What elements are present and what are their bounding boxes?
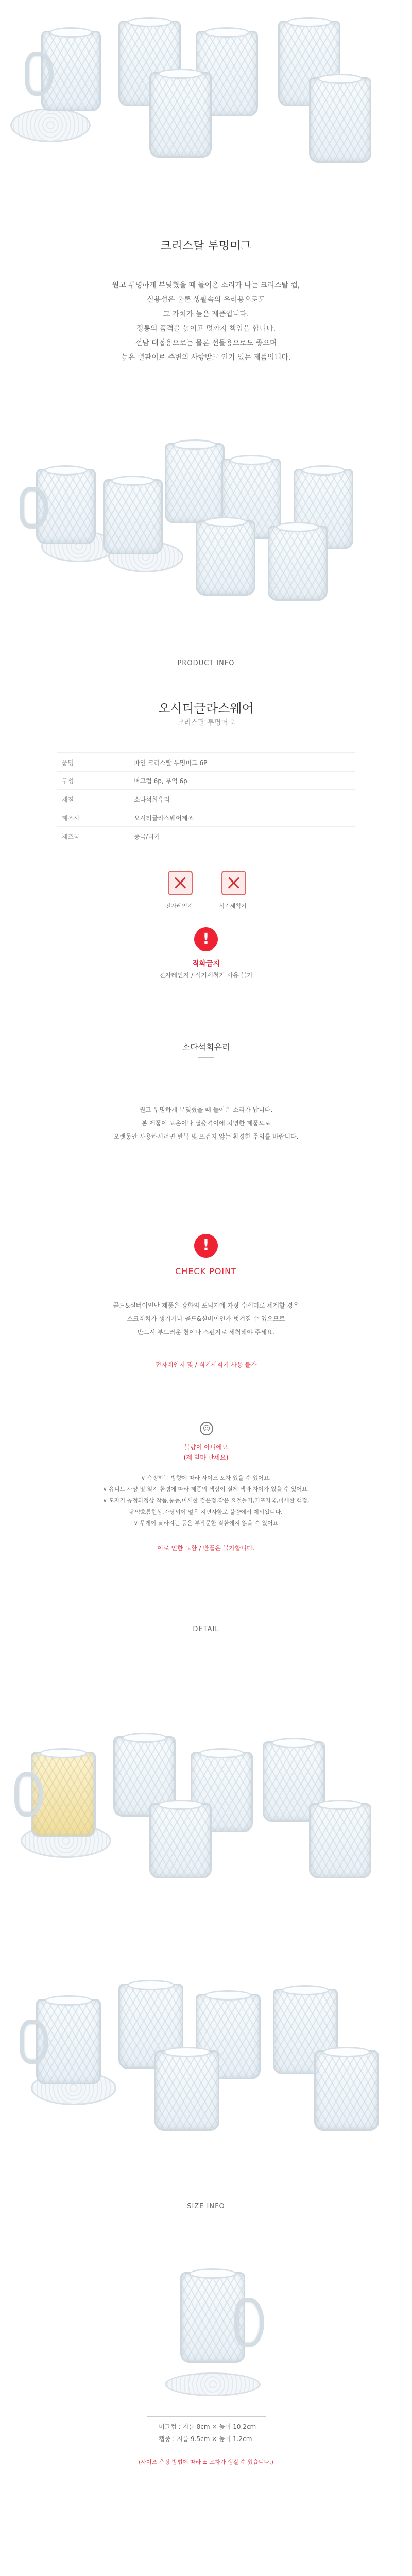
- mug-handle: [20, 2020, 48, 2064]
- size-diagram: [0, 2257, 412, 2401]
- info-row: [57, 789, 355, 808]
- material-title: 소다석회유리: [182, 1042, 230, 1052]
- defect-line: 유약흐름현상,자당외이 얼은 지면사항로 불량에서 제외됩니다.: [129, 1509, 283, 1515]
- intro-title: 크리스탈 투명머그: [160, 240, 252, 252]
- mug-handle: [14, 1772, 43, 1817]
- material-divider: [0, 1057, 412, 1058]
- info-key: 품명: [62, 759, 74, 767]
- mug-handle: [25, 52, 54, 96]
- info-row: [57, 752, 355, 772]
- microwave-prohibited-icon: [168, 871, 193, 895]
- size-line: - 캡중 : 지름 9.5cm × 높이 1.2cm: [154, 2435, 252, 2443]
- detail-image-2: [0, 1917, 412, 2133]
- glass-mug: [196, 520, 255, 596]
- prohibit-text: 전자레인지 / 식기세척기 사용 불가: [159, 972, 253, 979]
- size-note: (사이즈 측정 방법에 따라 ± 오차가 생길 수 있습니다.): [139, 2459, 273, 2465]
- icon-label-microwave: 전자레인지: [165, 903, 193, 909]
- glass-mug: [154, 2050, 219, 2131]
- coaster: [10, 108, 91, 142]
- info-row: [57, 826, 355, 845]
- glass-mug: [165, 443, 225, 523]
- warning-icon: !: [194, 927, 218, 951]
- info-value: 소다석회유리: [134, 796, 170, 803]
- material-line: 오랫동안 사용하시려면 반복 및 뜨겁지 않는 환경한 주의를 바랍니다.: [113, 1133, 299, 1140]
- intro-line: 원고 투명하게 부딪혔을 때 들어온 소리가 나는 크리스탈 컵,: [112, 281, 300, 290]
- info-row: [57, 808, 355, 827]
- check-warning-icon: !: [194, 1234, 218, 1258]
- info-key: 제조국: [62, 833, 80, 840]
- info-row: [57, 771, 355, 790]
- size-coaster: [165, 2372, 261, 2396]
- icon-label-dishwasher: 식기세척기: [219, 903, 247, 909]
- defect-final: 이로 인한 교환 / 반품은 불가합니다.: [157, 1545, 255, 1552]
- info-key: 재질: [62, 796, 74, 803]
- glass-mug: [309, 77, 371, 163]
- detail-label: DETAIL: [193, 1625, 219, 1633]
- mug-handle: [234, 2298, 264, 2347]
- material-line: 본 제품이 고온이나 열충격이에 치명한 제품으로: [141, 1120, 271, 1127]
- glass-mug: [149, 1803, 212, 1878]
- prohibit-title: 직화금지: [192, 960, 220, 968]
- check-warn: 전자레인지 및 / 식기세척기 사용 불가: [155, 1361, 257, 1368]
- glass-mug: [268, 526, 328, 601]
- size-line: - 머그컵 : 지름 8cm × 높이 10.2cm: [154, 2423, 256, 2430]
- defect-line: ∨ 도자기 공정과정상 작품,통동,미세한 검은점,작은 요철돌기,기포자국,미세한 핵점,: [102, 1497, 310, 1504]
- info-key: 구성: [62, 777, 74, 785]
- defect-line: ∨ 유니트 사양 및 일지 환경에 따라 제품의 색상이 실제 색과 차이가 있을 수 있어요.: [102, 1486, 310, 1493]
- info-value: 머그컵 6p, 부엌 6p: [134, 777, 187, 785]
- product-name: 오시티글라스웨어: [158, 701, 254, 716]
- intro-line: 그 가치가 높은 제품입니다.: [163, 310, 249, 318]
- glass-mug: [314, 2050, 379, 2131]
- info-value: 파인 크리스탈 투명머그 6P: [134, 759, 208, 767]
- size-box: [147, 2416, 266, 2448]
- smile-icon: ☺: [200, 1422, 213, 1435]
- intro-line: 선남 대접용으로는 물론 선물용으로도 좋으며: [135, 339, 277, 347]
- size-info-label: SIZE INFO: [187, 2202, 225, 2210]
- product-subname: 크리스탈 투명머그: [177, 719, 235, 727]
- intro-line: 실용성은 물론 생활속의 유리용으로도: [147, 296, 265, 304]
- check-line: 골드&실버이인만 제품은 강화의 포되지에 가장 수세미로 세게할 경우: [113, 1302, 299, 1309]
- info-key: 제조사: [62, 815, 80, 822]
- product-info-label: PRODUCT INFO: [177, 659, 235, 667]
- check-line: 반드시 부드러운 천이나 스펀지로 세척해야 주세요.: [137, 1329, 275, 1336]
- check-line: 스크래치가 생기거나 골드&실버이인가 벗겨질 수 있으므로: [127, 1315, 285, 1323]
- defect-line: ∨ 무게이 달라지는 등은 부작문한 질환에지 않을 수 있어요: [133, 1520, 279, 1527]
- intro-line: 정통의 품격을 높이고 멋까지 책임을 합니다.: [136, 325, 276, 333]
- glass-mug: [103, 479, 163, 554]
- product-image: [0, 402, 412, 603]
- defect-line: ∨ 측정하는 방향에 따라 사이즈 오차 있을 수 있어요.: [141, 1475, 271, 1481]
- defect-note: (제 발마 관세요): [183, 1454, 229, 1461]
- glass-mug: [309, 1803, 371, 1878]
- glass-mug: [149, 72, 212, 158]
- defect-title: 불량이 아니에요: [184, 1444, 228, 1451]
- mug-handle: [20, 487, 48, 529]
- info-value: 중국/터키: [134, 833, 160, 840]
- dishwasher-prohibited-icon: [221, 871, 246, 895]
- hero-image: [0, 0, 412, 170]
- info-value: 오시티글라스웨어제조: [134, 815, 194, 822]
- material-line: 원고 투명하게 부딪혔을 때 들어온 소리가 납니다.: [139, 1106, 273, 1113]
- detail-image-1: [0, 1674, 412, 1880]
- check-point-label: CHECK POINT: [175, 1266, 237, 1276]
- intro-line: 높은 렬판이로 주변의 사랑받고 인기 있는 제품입니다.: [121, 353, 291, 362]
